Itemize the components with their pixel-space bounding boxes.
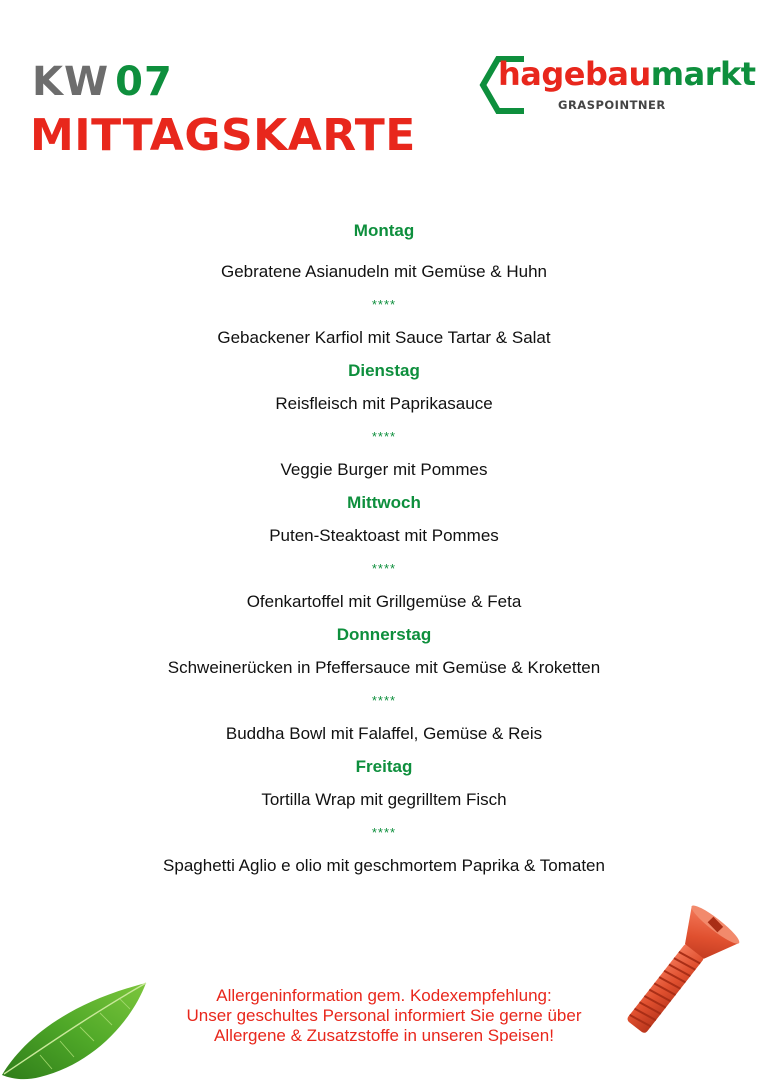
week-number: 07 bbox=[115, 59, 173, 105]
dish-item: Spaghetti Aglio e olio mit geschmortem Paprika & Tomaten bbox=[163, 856, 605, 875]
dish-item: Ofenkartoffel mit Grillgemüse & Feta bbox=[246, 592, 522, 611]
dish-separator: **** bbox=[371, 561, 397, 576]
day-heading-freitag: Freitag bbox=[355, 757, 413, 776]
dish-item: Buddha Bowl mit Falaffel, Gemüse & Reis bbox=[225, 724, 543, 743]
dish-item: Gebratene Asianudeln mit Gemüse & Huhn bbox=[220, 262, 548, 281]
logo-brand-part1: hagebau bbox=[498, 55, 651, 93]
allergen-line: Unser geschultes Personal informiert Sie gerne über bbox=[186, 1006, 582, 1025]
dish-item: Reisfleisch mit Paprikasauce bbox=[275, 394, 493, 413]
dish-item: Gebackener Karfiol mit Sauce Tartar & Salat bbox=[217, 328, 551, 347]
day-heading-mittwoch: Mittwoch bbox=[347, 493, 421, 512]
week-prefix: KW bbox=[32, 59, 110, 105]
menu-list bbox=[0, 219, 768, 878]
day-heading-donnerstag: Donnerstag bbox=[336, 625, 432, 644]
allergen-line: Allergeninformation gem. Kodexempfehlung: bbox=[216, 986, 552, 1005]
page-title: MITTAGSKARTE bbox=[30, 110, 416, 161]
dish-separator: **** bbox=[371, 693, 397, 708]
logo-brand-part2: markt bbox=[650, 55, 756, 93]
dish-item: Schweinerücken in Pfeffersauce mit Gemüse & Kroketten bbox=[167, 658, 601, 677]
day-heading-montag: Montag bbox=[353, 221, 415, 240]
logo-subtitle: GRASPOINTNER bbox=[558, 98, 666, 112]
hagebaumarkt-logo bbox=[478, 54, 756, 116]
day-heading-dienstag: Dienstag bbox=[348, 361, 420, 380]
week-label bbox=[32, 59, 173, 105]
dish-item: Veggie Burger mit Pommes bbox=[280, 460, 488, 479]
dish-item: Puten-Steaktoast mit Pommes bbox=[269, 526, 499, 545]
logo-brand bbox=[498, 55, 756, 93]
allergen-notice bbox=[0, 986, 768, 1046]
dish-separator: **** bbox=[371, 825, 397, 840]
dish-separator: **** bbox=[371, 429, 397, 444]
dish-separator: **** bbox=[371, 297, 397, 312]
allergen-line: Allergene & Zusatzstoffe in unseren Speisen! bbox=[214, 1026, 554, 1045]
dish-item: Tortilla Wrap mit gegrilltem Fisch bbox=[261, 790, 507, 809]
